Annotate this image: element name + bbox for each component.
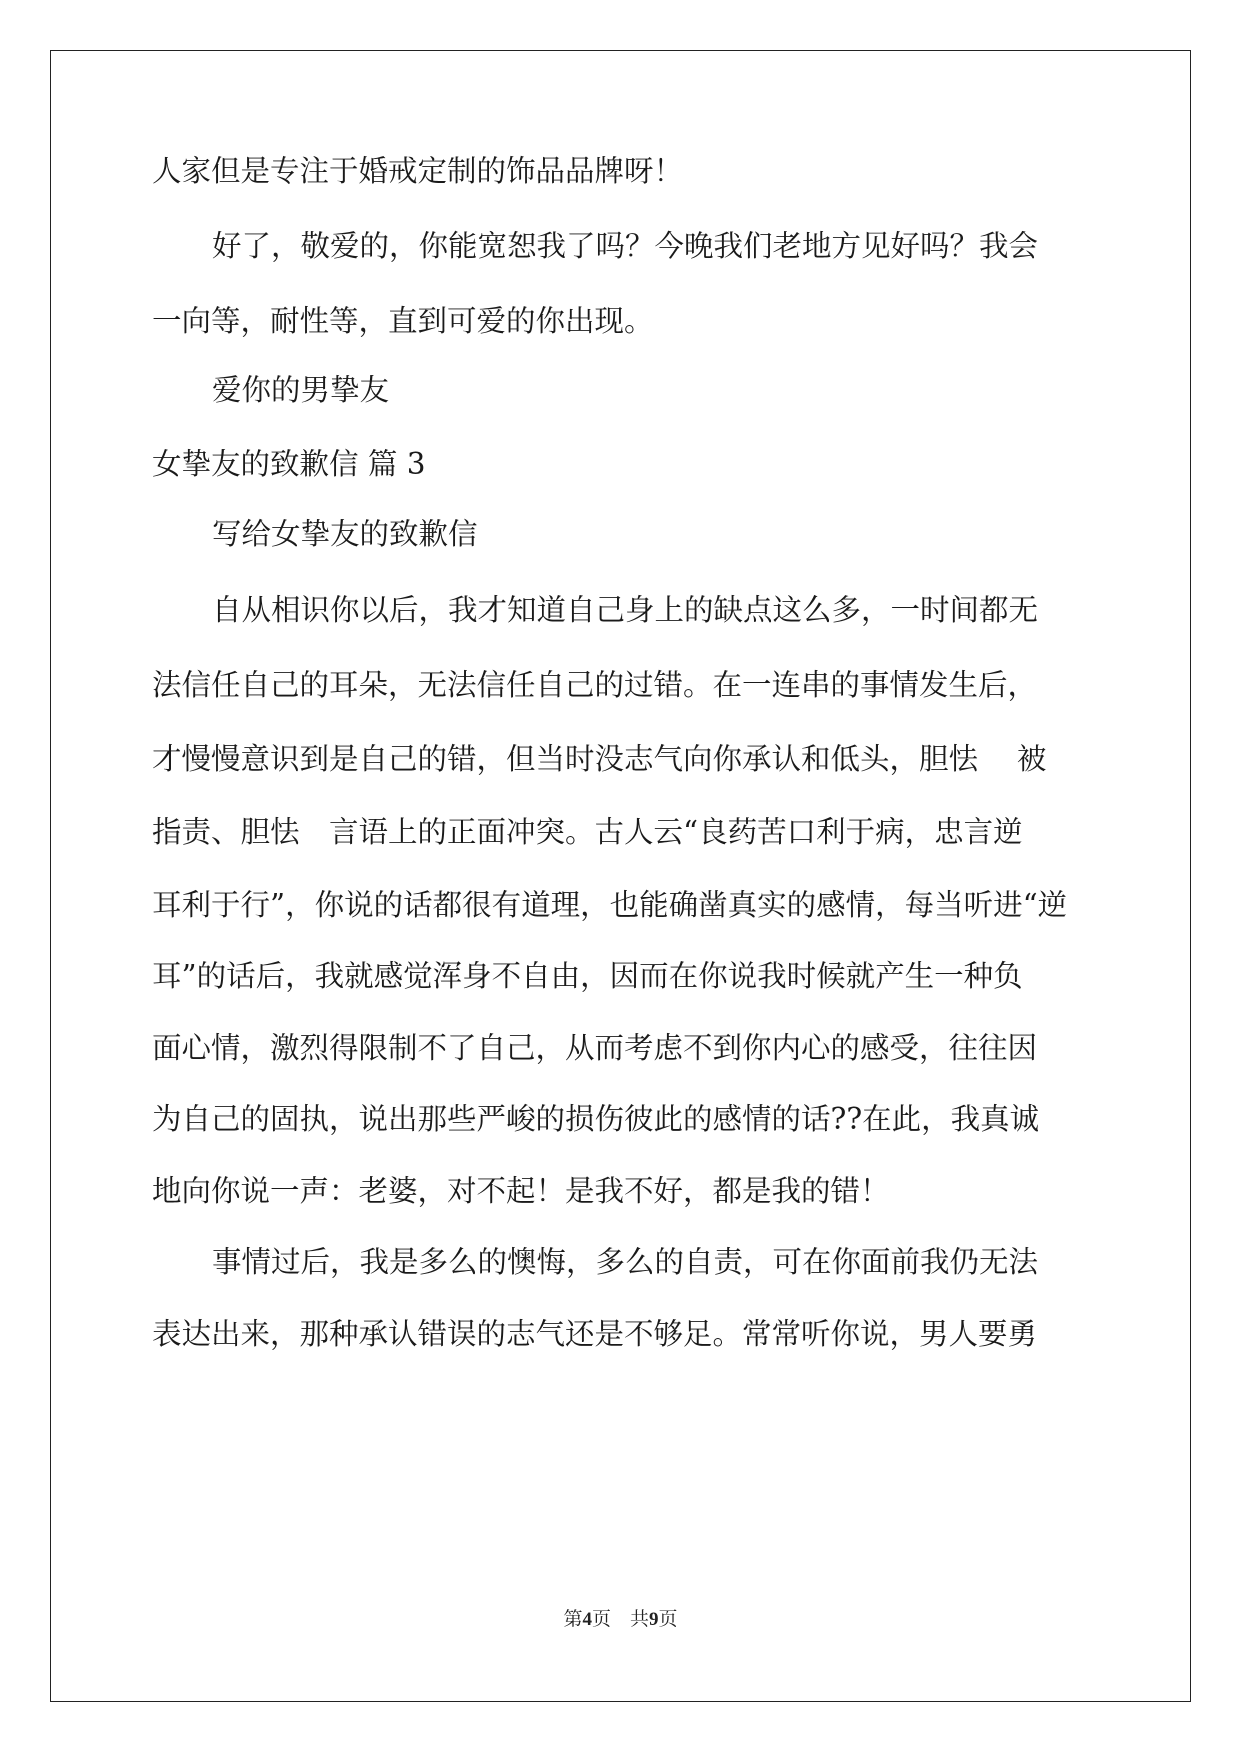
text-line: 法信任自己的耳朵，无法信任自己的过错。在一连串的事情发生后，	[152, 668, 1038, 702]
signature-line: 爱你的男挚友	[212, 373, 390, 407]
text-line: 耳利于行”，你说的话都很有道理，也能确凿真实的感情，每当听进“逆	[152, 888, 1068, 922]
footer-prefix: 第	[563, 1609, 583, 1630]
letter-title: 写给女挚友的致歉信	[212, 517, 478, 551]
section-heading: 女挚友的致歉信 篇 3	[152, 447, 426, 481]
text-line: 才慢慢意识到是自己的错，但当时没志气向你承认和低头，胆怯 被	[152, 742, 1047, 776]
current-page-number: 4	[582, 1609, 592, 1630]
page-footer	[0, 1608, 1241, 1632]
text-line: 耳”的话后，我就感觉浑身不自由，因而在你说我时候就产生一种负	[152, 959, 1023, 993]
footer-suffix: 页	[658, 1609, 678, 1630]
text-line: 地向你说一声：老婆，对不起！是我不好，都是我的错！	[152, 1174, 890, 1208]
footer-middle: 页 共	[591, 1609, 649, 1630]
total-page-number: 9	[649, 1609, 659, 1630]
text-line: 自从相识你以后，我才知道自己身上的缺点这么多，一时间都无	[212, 593, 1039, 627]
text-line: 表达出来，那种承认错误的志气还是不够足。常常听你说，男人要勇	[152, 1317, 1038, 1351]
text-line: 人家但是专注于婚戒定制的饰品品牌呀！	[152, 154, 684, 188]
text-line: 一向等，耐性等，直到可爱的你出现。	[152, 304, 654, 338]
page-border	[50, 50, 1191, 1702]
text-line: 指责、胆怯 言语上的正面冲突。古人云“良药苦口利于病，忠言逆	[152, 815, 1023, 849]
text-line: 面心情，激烈得限制不了自己，从而考虑不到你内心的感受，往往因	[152, 1031, 1038, 1065]
text-line: 为自己的固执，说出那些严峻的损伤彼此的感情的话??在此，我真诚	[152, 1102, 1040, 1136]
text-line: 事情过后，我是多么的懊悔，多么的自责，可在你面前我仍无法	[212, 1245, 1039, 1279]
text-line: 好了，敬爱的，你能宽恕我了吗？今晚我们老地方见好吗？我会	[212, 229, 1039, 263]
